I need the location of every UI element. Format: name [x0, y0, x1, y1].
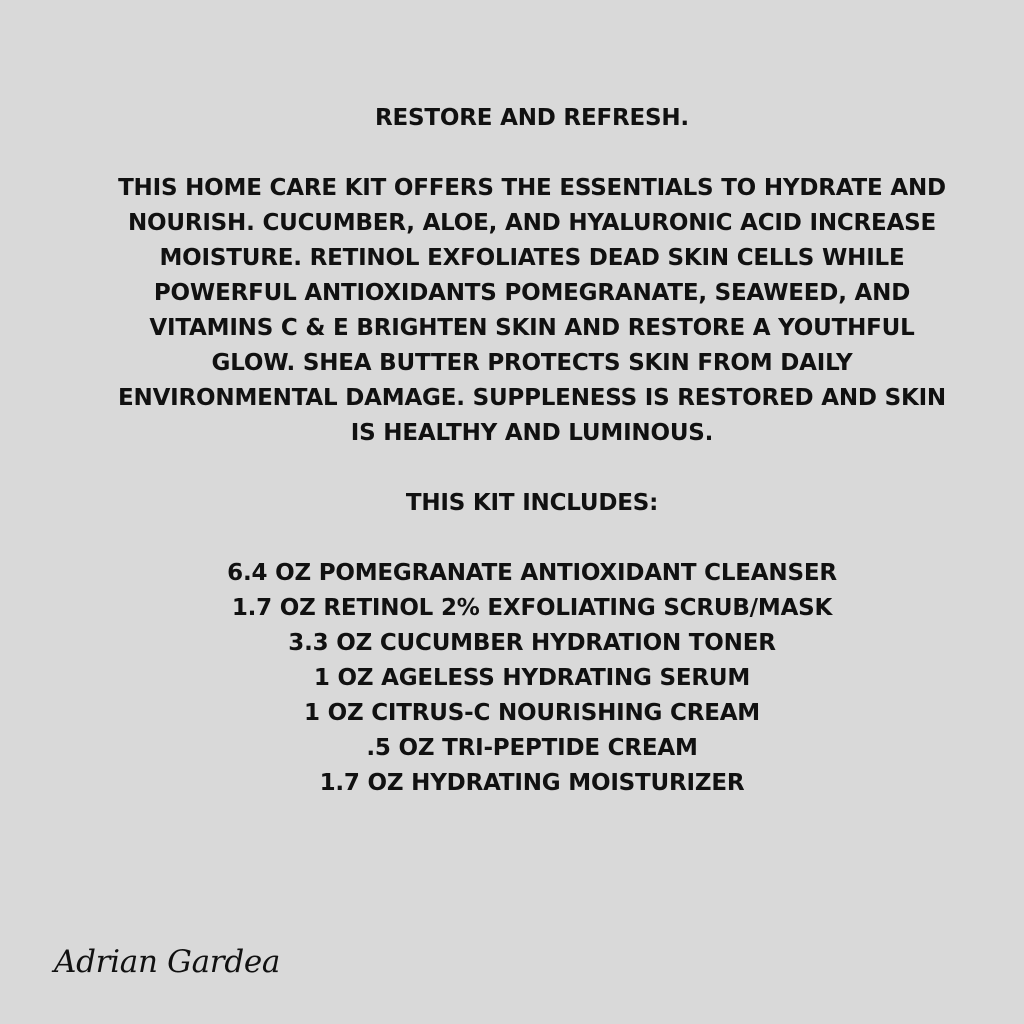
kit-item: 1 OZ CITRUS-C NOURISHING CREAM: [304, 700, 760, 726]
spacer: [110, 521, 954, 556]
kit-item: .5 OZ TRI-PEPTIDE CREAM: [366, 735, 698, 761]
kit-item: 3.3 OZ CUCUMBER HYDRATION TONER: [288, 630, 776, 656]
kit-item: 1.7 OZ HYDRATING MOISTURIZER: [319, 770, 745, 796]
heading: RESTORE AND REFRESH.: [375, 105, 689, 131]
signature-logo: Adrian Gardea: [54, 944, 281, 980]
kit-items-list: [110, 556, 954, 801]
description-paragraph: THIS HOME CARE KIT OFFERS THE ESSENTIALS TO HYDRATE AND NOURISH. CUCUMBER, ALOE, AND HYALURONIC ACID INCREASE MOISTURE. RETINOL EXFOLIATES DEAD SKIN CELLS WHILE POWERFUL ANTIOXIDANTS POMEGRANATE, SEAWEED, AND VITAMINS C & E BRIGHTEN SKIN AND RESTORE A YOUTHFUL GLOW. SHEA BUTTER PROTECTS SKIN FROM DAILY ENVIRONMENTAL DAMAGE. SUPPLENESS IS RESTORED AND SKIN IS HEALTHY AND LUMINOUS.: [118, 175, 946, 446]
product-description-block: [110, 101, 954, 801]
spacer: [110, 451, 954, 486]
kit-item: 1 OZ AGELESS HYDRATING SERUM: [313, 665, 751, 691]
kit-item: 6.4 OZ POMEGRANATE ANTIOXIDANT CLEANSER: [227, 560, 837, 586]
kit-item: 1.7 OZ RETINOL 2% EXFOLIATING SCRUB/MASK: [231, 595, 833, 621]
spacer: [110, 136, 954, 171]
kit-label: THIS KIT INCLUDES:: [405, 490, 659, 516]
